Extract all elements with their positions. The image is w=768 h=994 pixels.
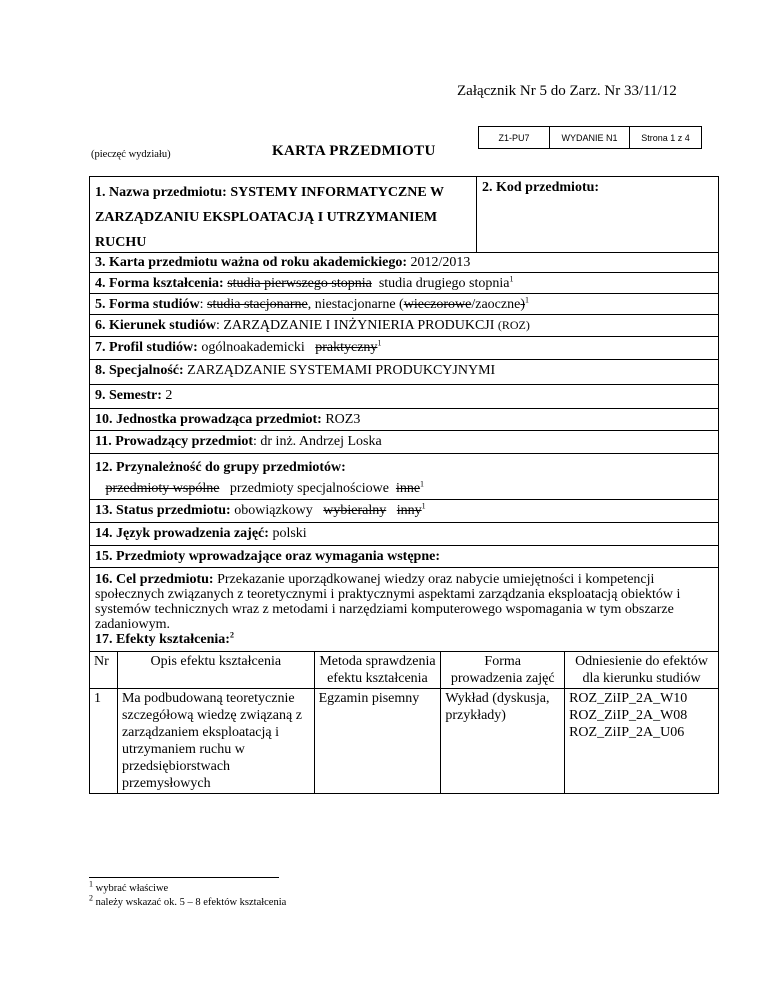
row-nr: 1: [90, 689, 118, 794]
form-code: Z1-PU7: [479, 127, 550, 148]
table-row: [90, 689, 719, 794]
table-header-row: [90, 652, 719, 689]
edition-label: WYDANIE N1: [550, 127, 630, 148]
field-semester: 9. Semestr: 2: [89, 385, 719, 409]
document-code-box: [478, 126, 702, 149]
footnote-1: $^1$ wybrać właściwe: [89, 879, 169, 894]
field-course-name: [90, 177, 477, 252]
field-course-status: 13. Status przedmiotu: obowiązkowy wybieralny inny$^1$: [89, 500, 719, 523]
field-course-group: 12. Przynależność do grupy przedmiotów: przedmioty wspólne przedmioty specjalnościowe inne$^1$: [89, 454, 719, 500]
field-course-code: 2. Kod przedmiotu:: [482, 180, 600, 195]
field-1-2-box: [89, 176, 719, 253]
col-method: Metoda sprawdzenia efektu kształcenia: [314, 652, 441, 689]
page-title: KARTA PRZEDMIOTU: [272, 143, 436, 159]
footnote-2: $^2$ należy wskazać ok. 5 – 8 efektów kształcenia: [89, 893, 287, 908]
row-method: Egzamin pisemny: [314, 689, 441, 794]
faculty-stamp-label: (pieczęć wydziału): [91, 149, 171, 160]
row-reference: ROZ_ZiIP_2A_W10 ROZ_ZiIP_2A_W08 ROZ_ZiIP_2A_U06: [565, 689, 719, 794]
field-prerequisites: 15. Przedmioty wprowadzające oraz wymagania wstępne:: [89, 546, 719, 568]
col-reference: Odniesienie do efektów dla kierunku studiów: [565, 652, 719, 689]
attachment-note: Załącznik Nr 5 do Zarz. Nr 33/11/12: [457, 83, 677, 99]
footnote-divider: [89, 877, 279, 878]
academic-year: 2012/2013: [410, 255, 471, 270]
field-valid-from: 3. Karta przedmiotu ważna od roku akademickiego: 2012/2013: [89, 252, 719, 273]
field-course-objective: 16. Cel przedmiotu: Przekazanie uporządkowanej wiedzy oraz nabycie umiejętności i kompetencji społecznych związanych z teoretycznymi i praktycznymi aspektami zarządzania eksploatacją obiektów i systemów technicznych wraz z metodami i narzędziami komputerowego wspomagania w tym obszarze zadaniowym. 17. Efekty kształcenia:$^2$: [89, 568, 719, 652]
field-learning-outcomes-label: 17. Efekty kształcenia:$^2$: [95, 630, 234, 647]
field-study-form: 5. Forma studiów: studia stacjonarne, niestacjonarne (wieczorowe/zaoczne)$^1$: [89, 294, 719, 315]
field-unit: 10. Jednostka prowadząca przedmiot: ROZ3: [89, 409, 719, 431]
field-lecturer: 11. Prowadzący przedmiot: dr inż. Andrzej Loska: [89, 431, 719, 454]
col-nr: Nr: [90, 652, 118, 689]
field-study-profile: 7. Profil studiów: ogólnoakademicki praktyczny$^1$: [89, 337, 719, 360]
page-indicator: Strona 1 z 4: [641, 132, 690, 143]
col-form: Forma prowadzenia zajęć: [441, 652, 565, 689]
field-language: 14. Język prowadzenia zajęć: polski: [89, 523, 719, 546]
row-description: Ma podbudowaną teoretycznie szczegółową wiedzę związaną z zarządzaniem eksploatacją i utrzymaniem ruchu w przedsiębiorstwach przemysłowych: [117, 689, 314, 794]
course-name-line: SYSTEMY INFORMATYCZNE W: [230, 185, 444, 200]
field-specialization: 8. Specjalność: ZARZĄDZANIE SYSTEMAMI PRODUKCYJNYMI: [89, 360, 719, 385]
course-name-line: ZARZĄDZANIU EKSPLOATACJĄ I UTRZYMANIEM: [95, 210, 438, 225]
field-education-form: 4. Forma kształcenia: studia pierwszego stopnia studia drugiego stopnia$^1$: [89, 273, 719, 294]
col-description: Opis efektu kształcenia: [117, 652, 314, 689]
course-name-line: RUCHU: [95, 235, 147, 250]
field-label: 1. Nazwa przedmiotu:: [95, 185, 227, 200]
learning-outcomes-table: [89, 651, 719, 794]
row-form: Wykład (dyskusja, przykłady): [441, 689, 565, 794]
field-study-direction: 6. Kierunek studiów: ZARZĄDZANIE I INŻYNIERIA PRODUKCJI (ROZ): [89, 315, 719, 337]
